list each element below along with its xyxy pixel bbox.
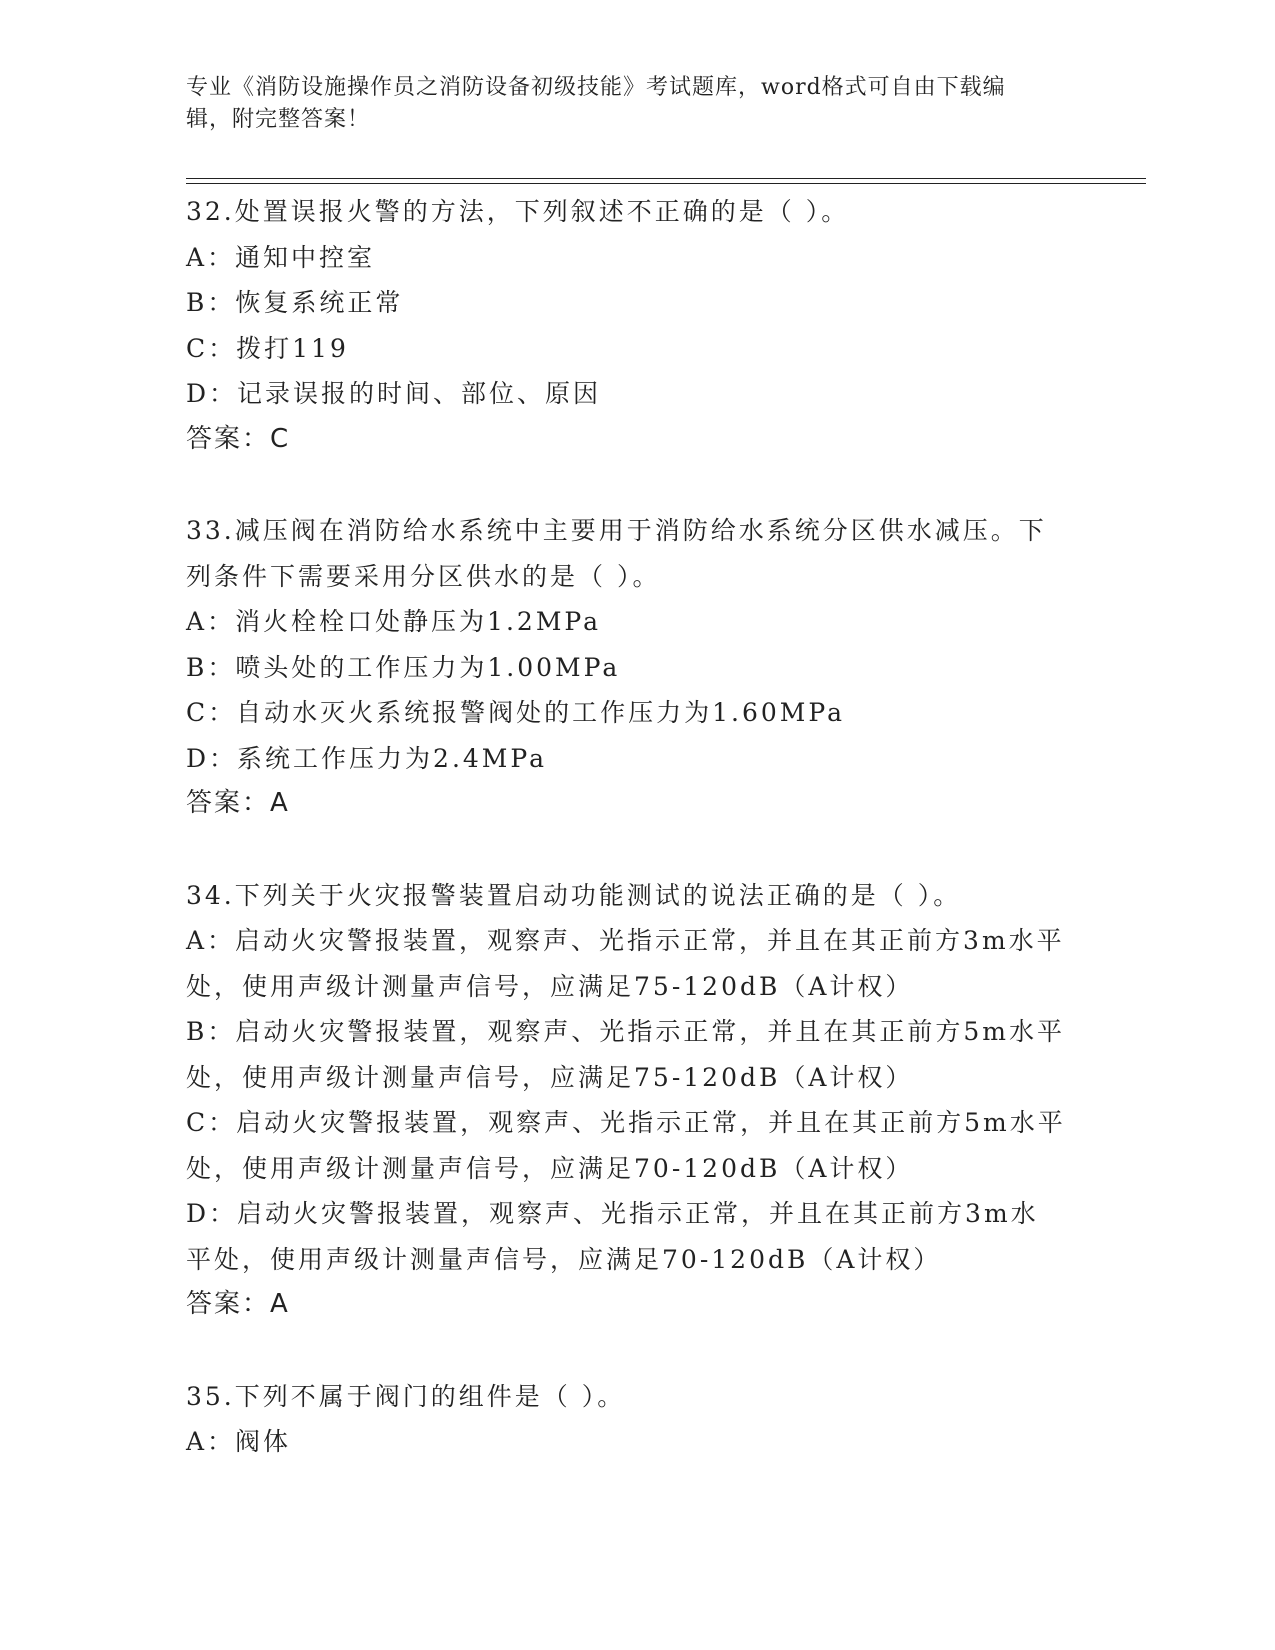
option-a: A：消火栓栓口处静压为1.2MPa <box>186 607 602 636</box>
option-d: D：系统工作压力为2.4MPa <box>186 743 548 773</box>
question-stem: 34.下列关于火灾报警装置启动功能测试的说法正确的是（ ）。 <box>186 880 962 910</box>
option-a: A：阀体 <box>186 1427 292 1456</box>
answer-label: 答案：A <box>186 788 290 818</box>
option-b: B：恢复系统正常 <box>186 288 404 317</box>
option-b: B：启动火灾警报装置，观察声、光指示正常，并且在其正前方5m水平处，使用声级计测量声信号，应满足75-120dB（A计权） <box>186 1017 1065 1092</box>
question-list <box>186 189 1066 1465</box>
question-stem: 35.下列不属于阀门的组件是（ ）。 <box>186 1381 626 1411</box>
answer-label: 答案：A <box>186 1289 290 1319</box>
header-divider-top <box>186 178 1146 179</box>
header-line-2: 辑，附完整答案！ <box>186 107 371 132</box>
question-34 <box>186 873 1066 1328</box>
option-c: C：拨打119 <box>186 333 349 363</box>
header-divider-bottom <box>186 183 1146 184</box>
option-a: A：启动火灾警报装置，观察声、光指示正常，并且在其正前方3m水平处，使用声级计测量声信号，应满足75-120dB（A计权） <box>186 926 1065 1001</box>
option-a: A：通知中控室 <box>186 242 376 272</box>
option-d: D：启动火灾警报装置，观察声、光指示正常，并且在其正前方3m水平处，使用声级计测量声信号，应满足70-120dB（A计权） <box>186 1199 1039 1274</box>
question-stem: 32.处置误报火警的方法，下列叙述不正确的是（ ）。 <box>186 197 850 226</box>
header-line-1: 专业《消防设施操作员之消防设备初级技能》考试题库，word格式可自由下载编 <box>186 75 1006 100</box>
question-33 <box>186 508 1066 827</box>
option-c: C：自动水灭火系统报警阀处的工作压力为1.60MPa <box>186 698 845 727</box>
question-35 <box>186 1374 1066 1465</box>
option-c: C：启动火灾警报装置，观察声、光指示正常，并且在其正前方5m水平处，使用声级计测量声信号，应满足70-120dB（A计权） <box>186 1108 1066 1183</box>
question-32 <box>186 189 1066 462</box>
question-stem: 33.减压阀在消防给水系统中主要用于消防给水系统分区供水减压。下列条件下需要采用分区供水的是（ ）。 <box>186 516 1047 591</box>
option-b: B：喷头处的工作压力为1.00MPa <box>186 652 621 682</box>
option-d: D：记录误报的时间、部位、原因 <box>186 379 602 408</box>
document-header <box>186 72 1066 136</box>
answer-label: 答案：C <box>186 423 291 454</box>
